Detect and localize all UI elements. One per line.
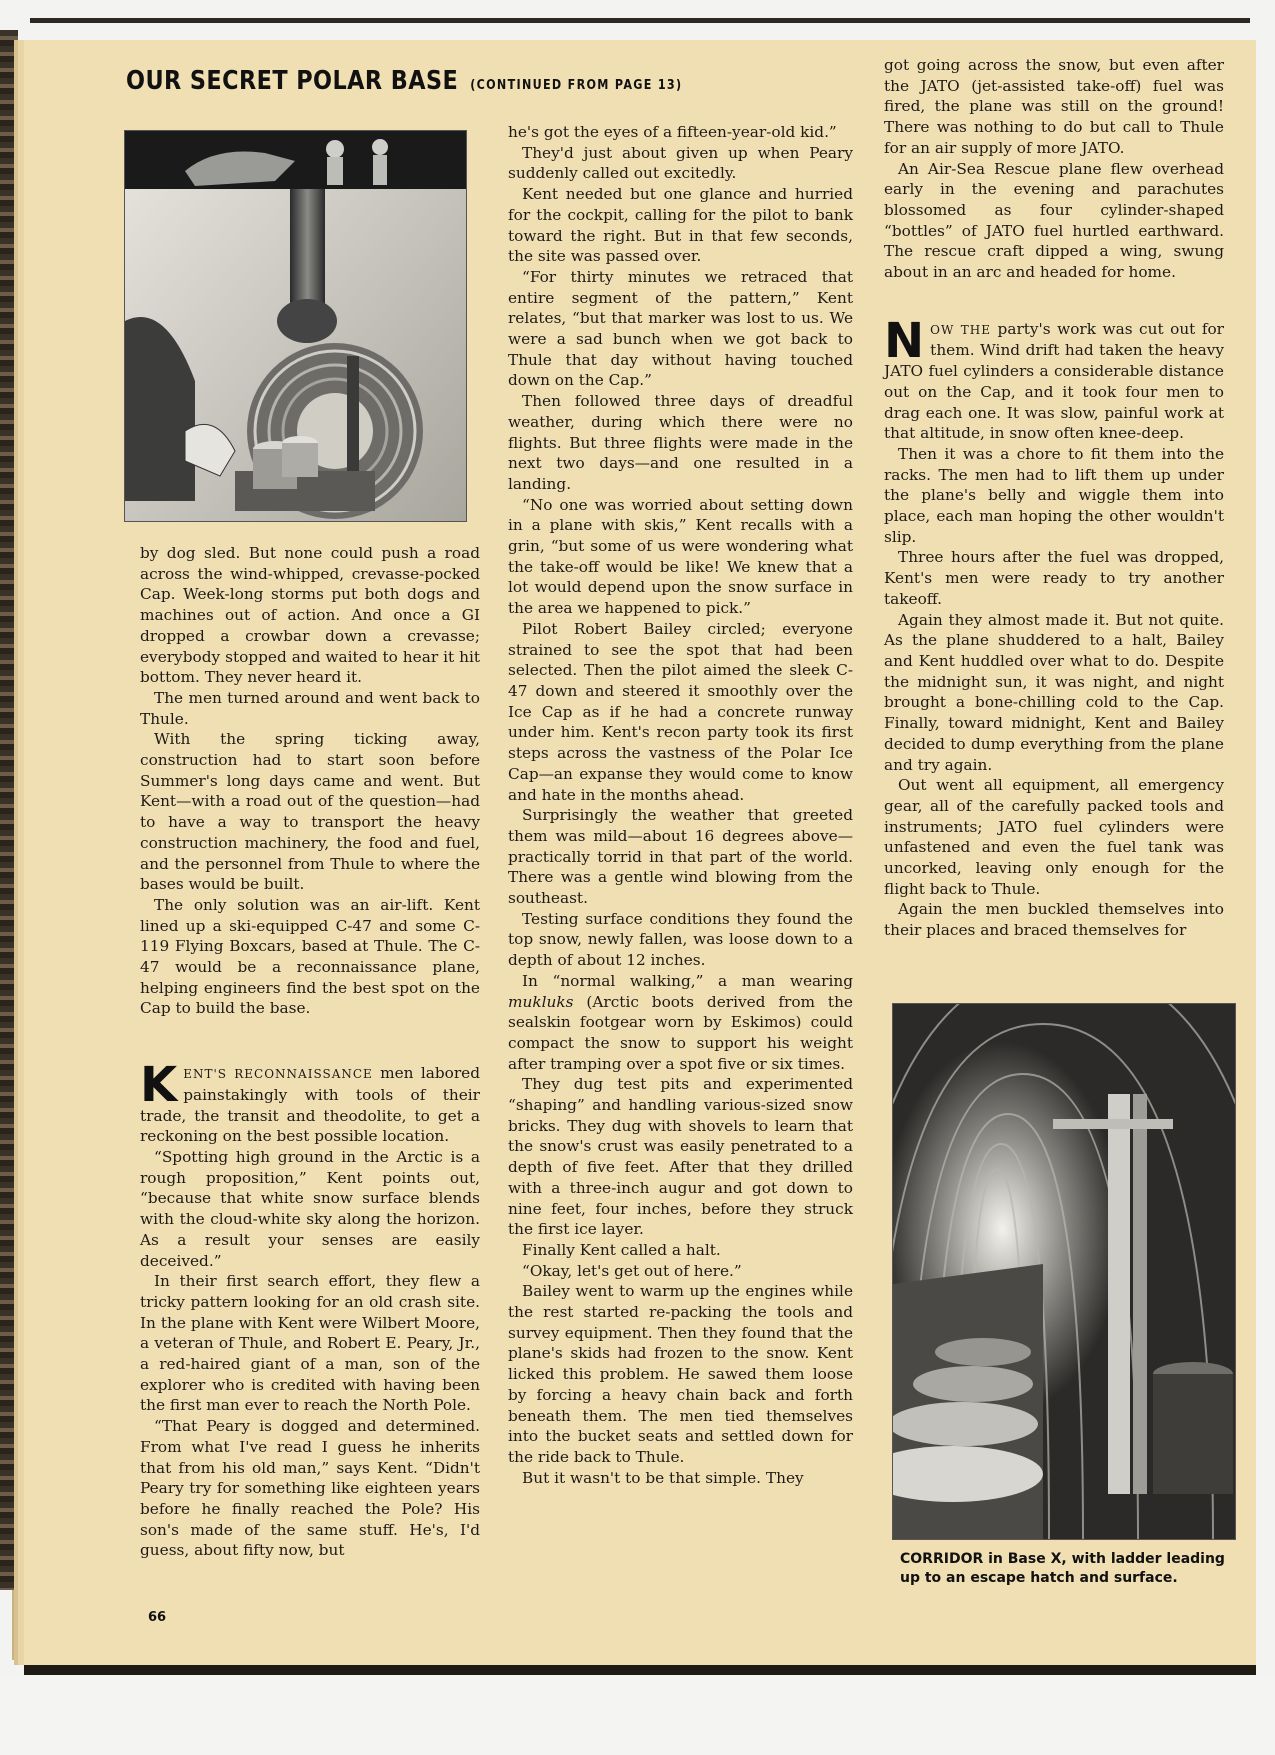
paragraph: by dog sled. But none could push a road across the wind-whipped, crevasse-pocked Cap. Week-long storms put both dogs and machines out of action. And once a GI dropped a crowbar down a crevasse; everybody stopped and waited to hear it hit bottom. They never heard it. (140, 544, 480, 687)
paragraph: he's got the eyes of a fifteen-year-old kid.” (508, 123, 837, 141)
text-column-1 (140, 543, 480, 1561)
paragraph: Then followed three days of dreadful weather, during which there were no flights. But three flights were made in the next two days—and one resulted in a landing. (508, 392, 853, 493)
paragraph: Again the men buckled themselves into their places and braced themselves for (884, 900, 1224, 940)
paragraph: “That Peary is dogged and determined. From what I've read I guess he inherits that from his old man,” says Kent. “Didn't Peary try for something like eighteen years before he finally reached the Pole? His son's made of the same stuff. He's, I'd guess, about fifty now, but (140, 1417, 480, 1560)
page-top-edge (30, 18, 1250, 23)
paragraph-text: (Arctic boots derived from the sealskin footgear worn by Eskimos) could compact the snow to support his weight after tramping over a spot five or six times. (508, 992, 853, 1073)
paragraph: Surprisingly the weather that greeted them was mild—about 16 degrees above—practically torrid in that part of the world. There was a gentle wind blowing from the southeast. (508, 806, 853, 908)
paragraph-text: In “normal walking,” a man wearing (522, 971, 853, 990)
small-caps-lead: OW THE (930, 322, 992, 337)
text-column-2 (508, 122, 853, 1488)
page-number: 66 (148, 1610, 167, 1625)
caption-lead: CORRIDOR (900, 1551, 984, 1567)
paragraph-text: party's work was cut out for them. Wind drift had taken the heavy JATO fuel cylinders a considerable distance out on the Cap, and it took four men to drag each one. It was slow, painful work at that altitude, in snow often knee-deep. (884, 319, 1224, 443)
section-start-paragraph (140, 1057, 481, 1147)
paragraph: got going across the snow, but even after the JATO (jet-assisted take-off) fuel was fired, the plane was still on the ground! There was nothing to do but call to Thule for an air supply of more JATO. (884, 56, 1224, 157)
photo-caption (900, 1550, 1240, 1588)
paragraph: “Okay, let's get out of here.” (522, 1261, 742, 1280)
paragraph: Out went all equipment, all emergency gear, all of the carefully packed tools and instruments; JATO fuel cylinders were unfastened and even the fuel tank was uncorked, leaving only enough for the flight back to Thule. (884, 776, 1224, 898)
paragraph: Again they almost made it. But not quite. As the plane shuddered to a halt, Bailey and Kent huddled over what to do. Despite the midnight sun, it was night, and night brought a bone-chilling cold to the Cap. Finally, toward midnight, Kent and Bailey decided to dump everything from the plane and try again. (884, 610, 1224, 774)
scan-background (0, 1676, 1275, 1755)
paragraph: Three hours after the fuel was dropped, Kent's men were ready to try another takeoff. (884, 548, 1224, 608)
paragraph: But it wasn't to be that simple. They (522, 1468, 804, 1487)
paragraph: In their first search effort, they flew a tricky pattern looking for an old crash site. In the plane with Kent were Wilbert Moore, a veteran of Thule, and Robert E. Peary, Jr., a red-haired giant of a man, son of the explorer who is credited with having been the first man ever to reach the North Pole. (140, 1272, 480, 1415)
paragraph: Finally Kent called a halt. (522, 1240, 721, 1259)
paragraph: The only solution was an air-lift. Kent lined up a ski-equipped C-47 and some C-119 Flying Boxcars, based at Thule. The C-47 would be a reconnaissance plane, helping engineers find the best spot on the Cap to build the base. (140, 895, 480, 1018)
paragraph-text: men labored painstakingly with tools of their trade, the transit and theodolite, to get a reckoning on the best possible location. (140, 1064, 481, 1146)
cutaway-illustration-icon (124, 130, 467, 522)
paragraph: They'd just about given up when Peary suddenly called out excitedly. (508, 143, 853, 183)
paragraph: Then it was a chore to fit them into the racks. The men had to lift them up under the plane's belly and wiggle them into place, each man hoping the other wouldn't slip. (884, 444, 1224, 546)
section-start-paragraph (884, 312, 1224, 444)
paragraph: The men turned around and went back to Thule. (140, 688, 480, 728)
title-text: OUR SECRET POLAR BASE (126, 66, 459, 96)
text-column-3 (884, 55, 1224, 941)
paragraph-with-italic (508, 971, 853, 1075)
article-title (126, 66, 682, 96)
continued-note: (CONTINUED FROM PAGE 13) (470, 78, 683, 93)
photo-art (893, 1004, 1235, 1539)
paragraph: “No one was worried about setting down in a plane with skis,” Kent recalls with a grin, “but some of us were wondering what the take-off would be like! We knew that a lot would depend upon the snow surface in the area we happened to pick.” (508, 495, 853, 618)
paragraph: Kent needed but one glance and hurried for the cockpit, calling for the pilot to bank toward the right. But in that few seconds, the site was passed over. (508, 185, 853, 266)
paragraph: “For thirty minutes we retraced that entire segment of the pattern,” Kent relates, “but that marker was lost to us. We were a sad bunch when we got back to Thule that day without having touched down on the Cap.” (508, 267, 853, 390)
paragraph: They dug test pits and experimented “shaping” and handling various-sized snow bricks. They dug with shovels to learn that the snow's crust was easily penetrated to a depth of five feet. After that they drilled with a three-inch augur and got down to nine feet, four inches, before they struck the first ice layer. (508, 1075, 853, 1239)
drop-cap: N (884, 312, 925, 369)
paragraph: An Air-Sea Rescue plane flew overhead early in the evening and parachutes blossomed as four cylinder-shaped “bottles” of JATO fuel hurtled earthward. The rescue craft dipped a wing, swung about in an arc and headed for home. (884, 159, 1224, 282)
paragraph: Pilot Robert Bailey circled; everyone strained to see the spot that had been selected. Then the pilot aimed the sleek C-47 down and steered it smoothly over the Ice Cap as if he had a concrete runway under him. Kent's recon party took its first steps across the vastness of the Polar Ice Cap—an expanse they would come to know and hate in the months ahead. (508, 619, 853, 804)
paragraph: “Spotting high ground in the Arctic is a rough proposition,” Kent points out, “because that white snow surface blends with the cloud-white sky along the horizon. As a result your senses are easily deceived.” (140, 1147, 480, 1270)
italic-term: mukluks (508, 992, 574, 1011)
illustration-art (125, 131, 466, 521)
small-caps-lead: ENT'S RECONNAISSANCE (183, 1067, 373, 1082)
drop-cap: K (140, 1057, 178, 1114)
caption-text: in Base X, with ladder leading up to an escape hatch and surface. (900, 1551, 1225, 1586)
binding-edge (0, 30, 18, 1590)
paragraph: Testing surface conditions they found the top snow, newly fallen, was loose down to a depth of about 12 inches. (508, 909, 853, 970)
paragraph: Bailey went to warm up the engines while the rest started re-packing the tools and survey equipment. Then they found that the plane's skids had frozen to the snow. Kent licked this problem. He sawed them loose by forcing a heavy chain back and forth beneath them. The men tied themselves into the bucket seats and settled down for the ride back to Thule. (508, 1282, 853, 1466)
corridor-photo-icon (892, 1003, 1236, 1540)
paragraph: With the spring ticking away, construction had to start soon before Summer's long days came and went. But Kent—with a road out of the question—had to have a way to transport the heavy construction machinery, the food and fuel, and the personnel from Thule to where the bases would be built. (140, 730, 480, 894)
